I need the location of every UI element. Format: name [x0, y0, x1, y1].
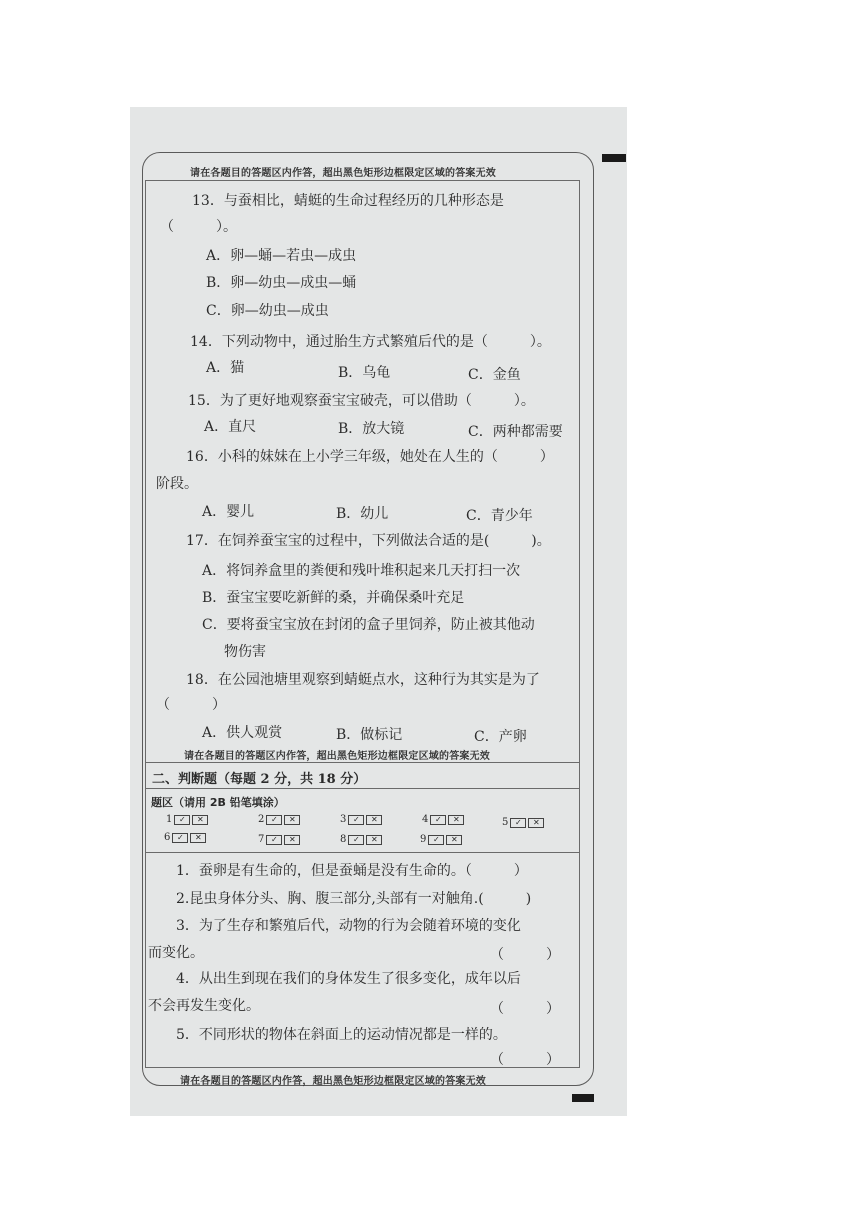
tf-statement-1: 1．蚕卵是有生命的，但是蚕蛹是没有生命的。（ ） — [176, 863, 528, 879]
bubble-item-number: 9 — [420, 834, 427, 845]
q13-option-a: A．卵—蛹—若虫—成虫 — [206, 248, 357, 264]
bubble-item-number: 3 — [340, 814, 347, 825]
notice-top: 请在各题目的答题区内作答，超出黑色矩形边框限定区域的答案无效 — [190, 168, 496, 179]
bubble-item-3 — [340, 814, 382, 825]
check-bubble-icon[interactable]: ✓ — [174, 815, 190, 825]
q16-option-a: A．婴儿 — [202, 504, 255, 520]
tf-statement-5: 5．不同形状的物体在斜面上的运动情况都是一样的。 — [176, 1027, 507, 1043]
divider-grid — [145, 852, 580, 853]
bubble-item-9 — [420, 834, 462, 845]
cross-bubble-icon[interactable]: ✕ — [284, 835, 300, 845]
q13-stem-line1: 13．与蚕相比，蜻蜓的生命过程经历的几种形态是 — [192, 193, 504, 209]
bubble-item-8 — [340, 834, 382, 845]
alignment-marker-bottom — [572, 1094, 594, 1102]
bubble-item-number: 8 — [340, 834, 347, 845]
q18-option-c: C．产卵 — [474, 729, 527, 745]
q15-stem: 15．为了更好地观察蚕宝宝破壳，可以借助（ ）。 — [188, 393, 535, 409]
q14-option-a: A．猫 — [206, 360, 245, 376]
cross-bubble-icon[interactable]: ✕ — [528, 818, 544, 828]
notice-middle: 请在各题目的答题区内作答，超出黑色矩形边框限定区域的答案无效 — [184, 751, 490, 762]
tf-statement-2: 2.昆虫身体分头、胸、腹三部分,头部有一对触角.( ) — [176, 891, 532, 907]
alignment-marker-top — [602, 154, 626, 162]
cross-bubble-icon[interactable]: ✕ — [190, 833, 206, 843]
cross-bubble-icon[interactable]: ✕ — [192, 815, 208, 825]
cross-bubble-icon[interactable]: ✕ — [366, 815, 382, 825]
cross-bubble-icon[interactable]: ✕ — [284, 815, 300, 825]
check-bubble-icon[interactable]: ✓ — [428, 835, 444, 845]
notice-bottom: 请在各题目的答题区内作答，超出黑色矩形边框限定区域的答案无效 — [180, 1076, 486, 1087]
tf-statement-3-line2: 而变化。 — [148, 945, 204, 961]
q17-option-c-line2: 物伤害 — [224, 644, 266, 660]
bubble-item-number: 7 — [258, 834, 265, 845]
bubble-item-number: 2 — [258, 814, 265, 825]
bubble-item-5 — [502, 817, 544, 828]
q18-stem-line2: （ ） — [156, 697, 226, 713]
bubble-item-number: 1 — [166, 814, 173, 825]
check-bubble-icon[interactable]: ✓ — [172, 833, 188, 843]
bubble-item-7 — [258, 834, 300, 845]
tf-statement-3-line1: 3．为了生存和繁殖后代，动物的行为会随着环境的变化 — [176, 918, 521, 934]
q16-option-b: B．幼儿 — [336, 506, 389, 522]
q13-option-b: B．卵—幼虫—成虫—蛹 — [206, 275, 357, 291]
q15-option-a: A．直尺 — [204, 419, 257, 435]
tf-statement-4-line2: 不会再发生变化。 — [148, 998, 260, 1014]
q17-option-c-line1: C．要将蚕宝宝放在封闭的盒子里饲养，防止被其他动 — [202, 617, 535, 633]
q17-option-b: B．蚕宝宝要吃新鲜的桑，并确保桑叶充足 — [202, 590, 465, 606]
check-bubble-icon[interactable]: ✓ — [510, 818, 526, 828]
q18-option-a: A．供人观赏 — [202, 725, 283, 741]
q13-stem-line2: （ ）。 — [160, 219, 237, 235]
q13-option-c: C．卵—幼虫—成虫 — [206, 303, 329, 319]
check-bubble-icon[interactable]: ✓ — [348, 835, 364, 845]
section2-title: 二、判断题（每题 2 分，共 18 分） — [152, 772, 367, 787]
cross-bubble-icon[interactable]: ✕ — [448, 815, 464, 825]
bubble-item-1 — [166, 814, 208, 825]
bubble-item-number: 6 — [164, 832, 171, 843]
check-bubble-icon[interactable]: ✓ — [266, 835, 282, 845]
q17-stem: 17．在饲养蚕宝宝的过程中，下列做法合适的是( )。 — [186, 533, 551, 549]
tf-statement-4-blank: （ ） — [490, 1001, 560, 1017]
tf-statement-5-blank: （ ） — [490, 1052, 560, 1068]
bubble-grid-title: 题区（请用 2B 铅笔填涂） — [151, 796, 285, 809]
q16-stem-line1: 16．小科的妹妹在上小学三年级，她处在人生的（ ） — [186, 449, 554, 465]
check-bubble-icon[interactable]: ✓ — [266, 815, 282, 825]
q16-stem-line2: 阶段。 — [156, 476, 198, 492]
q14-option-c: C．金鱼 — [468, 367, 521, 383]
cross-bubble-icon[interactable]: ✕ — [446, 835, 462, 845]
bubble-item-4 — [422, 814, 464, 825]
bubble-item-number: 5 — [502, 817, 509, 828]
bubble-item-6 — [164, 832, 206, 843]
q15-option-c: C．两种都需要 — [468, 424, 563, 440]
tf-statement-4-line1: 4．从出生到现在我们的身体发生了很多变化，成年以后 — [176, 971, 521, 987]
q18-stem-line1: 18．在公园池塘里观察到蜻蜓点水，这种行为其实是为了 — [186, 672, 540, 688]
divider-section2 — [145, 788, 580, 789]
q14-option-b: B．乌龟 — [338, 365, 391, 381]
bubble-item-number: 4 — [422, 814, 429, 825]
q15-option-b: B．放大镜 — [338, 421, 405, 437]
bubble-item-2 — [258, 814, 300, 825]
tf-statement-3-blank: （ ） — [490, 947, 560, 963]
q17-option-a: A．将饲养盒里的粪便和残叶堆积起来几天打扫一次 — [202, 563, 521, 579]
check-bubble-icon[interactable]: ✓ — [348, 815, 364, 825]
q18-option-b: B．做标记 — [336, 727, 403, 743]
check-bubble-icon[interactable]: ✓ — [430, 815, 446, 825]
divider-middle — [145, 762, 580, 763]
q14-stem: 14．下列动物中，通过胎生方式繁殖后代的是（ ）。 — [190, 334, 551, 350]
q16-option-c: C．青少年 — [466, 508, 533, 524]
cross-bubble-icon[interactable]: ✕ — [366, 835, 382, 845]
